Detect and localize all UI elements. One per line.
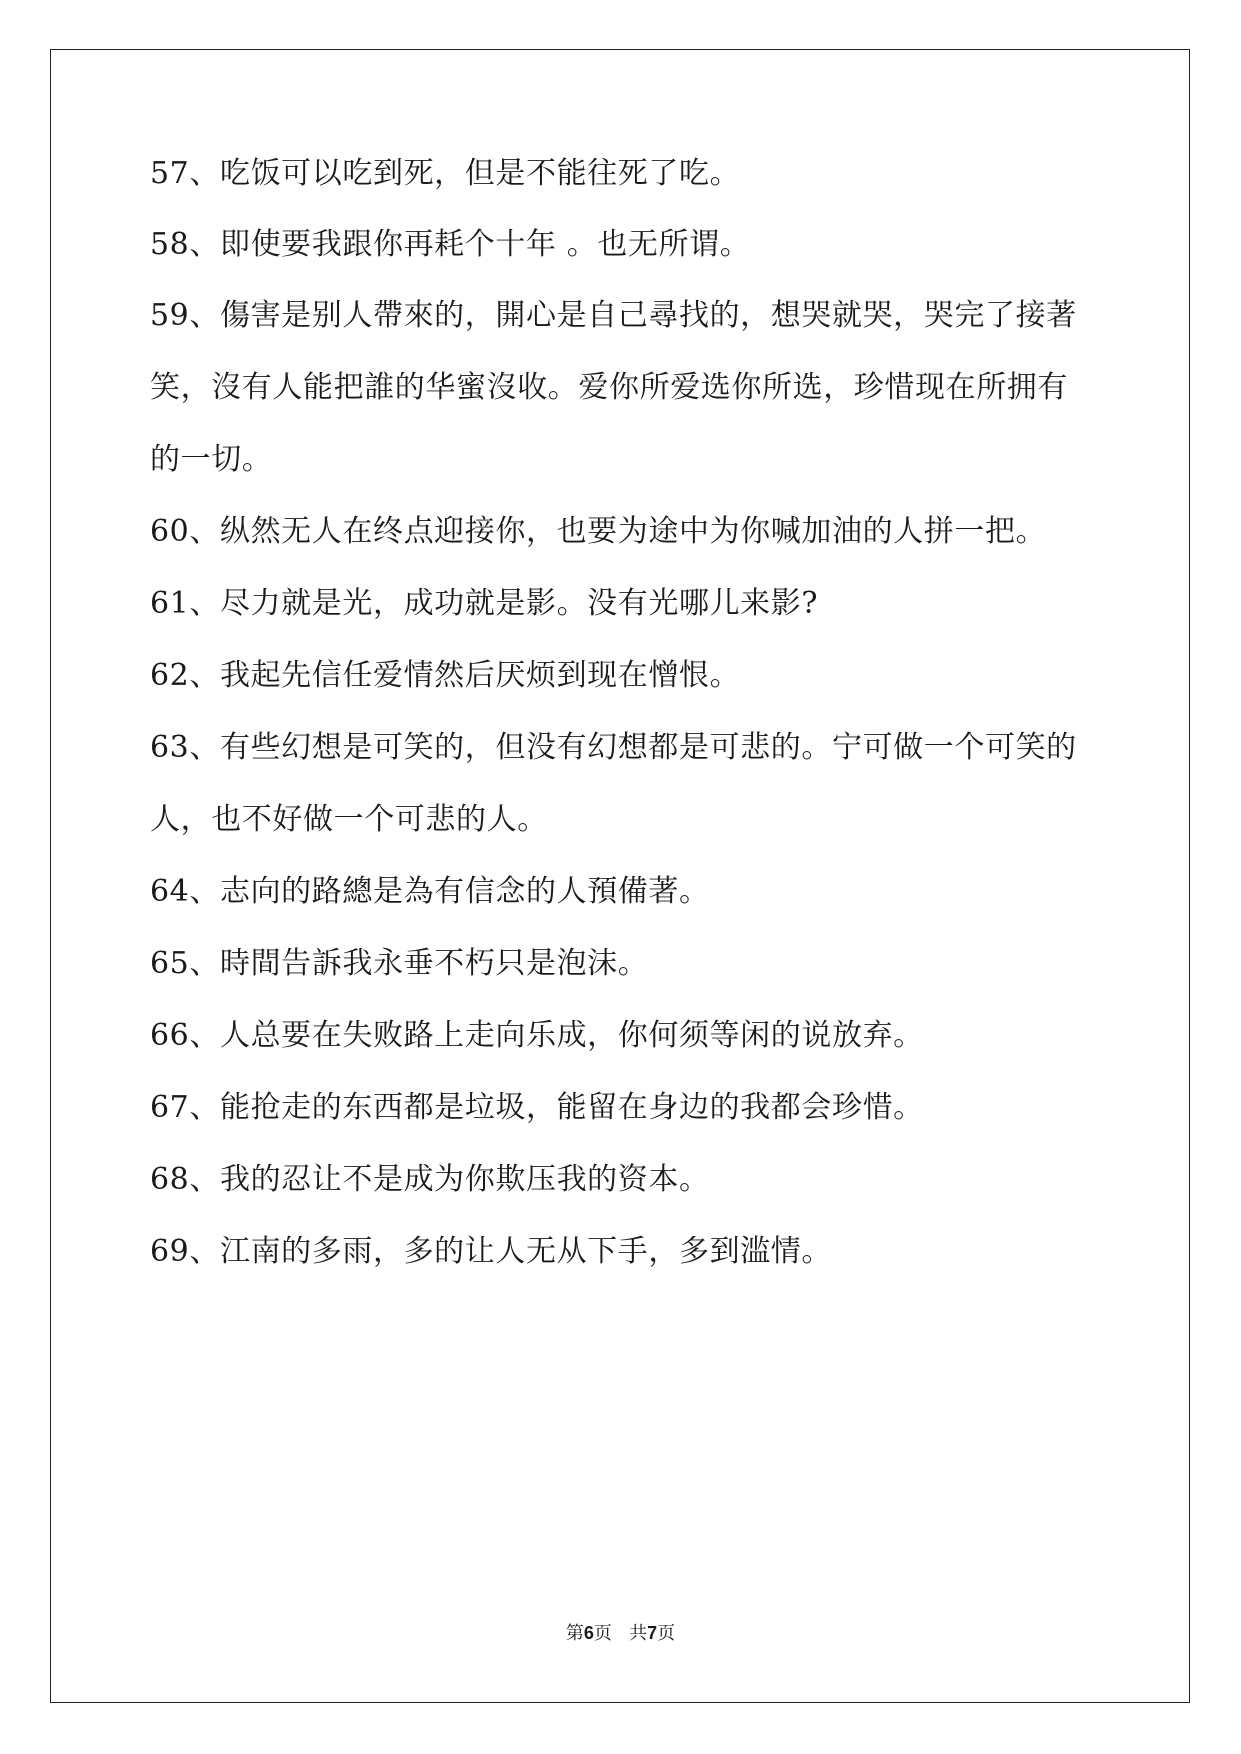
text-line: 61、尽力就是光，成功就是影。没有光哪儿来影? [150,586,819,621]
total-prefix: 共 [629,1623,648,1644]
page-number: 6 [583,1623,594,1643]
text-line: 68、我的忍让不是成为你欺压我的资本。 [150,1162,710,1197]
total-pages: 7 [647,1623,658,1643]
text-line: 65、時間告訴我永垂不朽只是泡沫。 [150,946,649,981]
total-suffix: 页 [657,1623,676,1644]
text-line: 63、有些幻想是可笑的，但没有幻想都是可悲的。宁可做一个可笑的 [150,730,1077,765]
text-line: 的一切。 [150,442,273,477]
text-line: 笑，沒有人能把誰的华蜜沒收。爱你所爱选你所选，珍惜现在所拥有 [150,370,1068,405]
text-line: 66、人总要在失败路上走向乐成，你何须等闲的说放弃。 [150,1018,924,1053]
page-prefix: 第 [565,1623,584,1644]
text-line: 58、即使要我跟你再耗个十年 。也无所谓。 [150,227,751,262]
text-line: 69、江南的多雨，多的让人无从下手，多到滥情。 [150,1234,832,1269]
text-line: 62、我起先信任爱情然后厌烦到现在憎恨。 [150,658,741,693]
page-suffix: 页 [593,1623,612,1644]
text-line: 59、傷害是别人帶來的，開心是自己尋找的，想哭就哭，哭完了接著 [150,298,1077,333]
text-line: 人，也不好做一个可悲的人。 [150,802,548,837]
text-line: 67、能抢走的东西都是垃圾，能留在身边的我都会珍惜。 [150,1090,924,1125]
text-line: 57、吃饭可以吃到死，但是不能往死了吃。 [150,156,741,191]
text-line: 60、纵然无人在终点迎接你，也要为途中为你喊加油的人拼一把。 [150,514,1047,549]
page-footer [0,1622,1241,1645]
text-line: 64、志向的路總是為有信念的人預備著。 [150,874,710,909]
